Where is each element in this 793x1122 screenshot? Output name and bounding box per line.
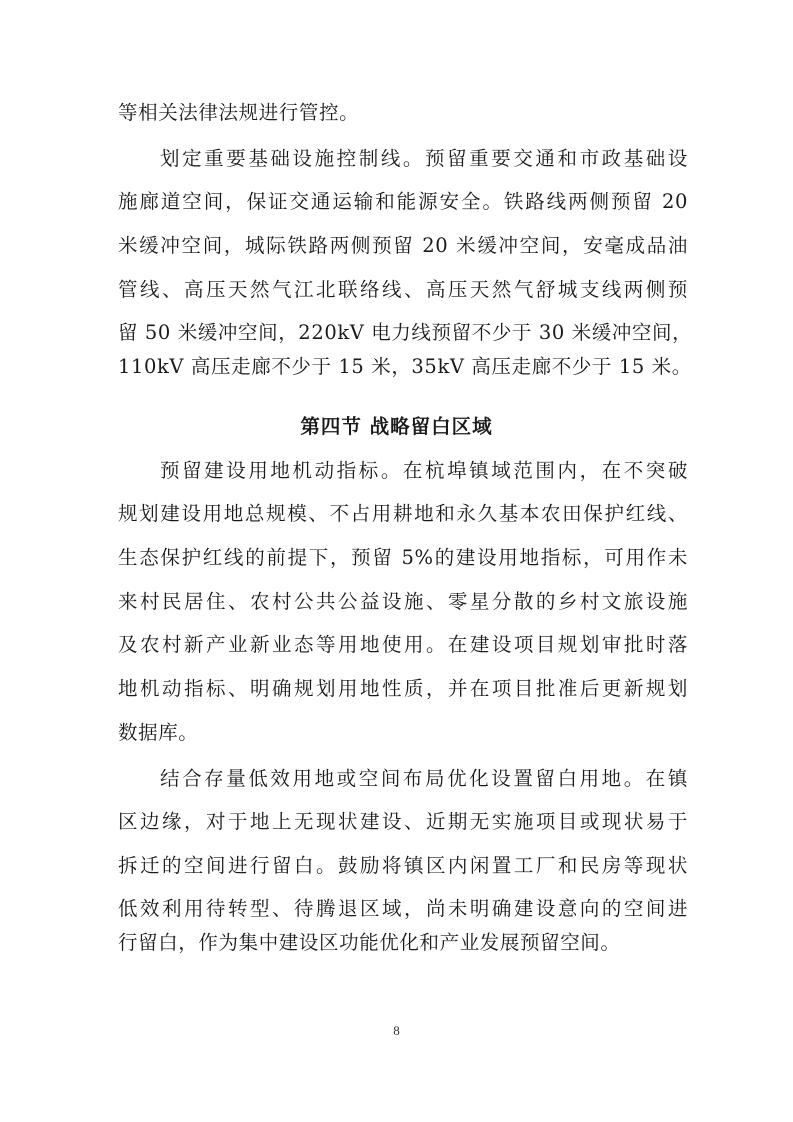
paragraph-line: 及农村新产业新业态等用地使用。在建设项目规划审批时落 (118, 633, 688, 656)
paragraph-line: 管线、高压天然气江北联络线、高压天然气舒城支线两侧预 (118, 278, 688, 301)
paragraph-line: 结合存量低效用地或空间布局优化设置留白用地。在镇 (160, 767, 688, 790)
paragraph-line: 预留建设用地机动指标。在杭埠镇域范围内，在不突破 (160, 459, 688, 482)
paragraph-line: 米缓冲空间，城际铁路两侧预留 20 米缓冲空间，安毫成品油 (118, 234, 688, 257)
paragraph-line: 施廊道空间，保证交通运输和能源安全。铁路线两侧预留 20 (118, 190, 688, 213)
paragraph-line: 等相关法律法规进行管控。 (118, 101, 360, 124)
paragraph-line: 低效利用待转型、待腾退区域，尚未明确建设意向的空间进 (118, 897, 688, 920)
page-number: 8 (393, 1023, 400, 1038)
section-heading: 第四节 战略留白区域 (300, 415, 493, 438)
paragraph-line: 地机动指标、明确规划用地性质，并在项目批准后更新规划 (118, 677, 688, 700)
paragraph-line: 留 50 米缓冲空间，220kV 电力线预留不少于 30 米缓冲空间， (118, 321, 693, 344)
paragraph-line: 规划建设用地总规模、不占用耕地和永久基本农田保护红线、 (118, 502, 688, 525)
paragraph-line: 区边缘，对于地上无现状建设、近期无实施项目或现状易于 (118, 810, 688, 833)
paragraph-line: 拆迁的空间进行留白。鼓励将镇区内闲置工厂和民房等现状 (118, 854, 688, 877)
paragraph-line: 行留白，作为集中建设区功能优化和产业发展预留空间。 (118, 931, 621, 954)
paragraph-line: 110kV 高压走廊不少于 15 米，35kV 高压走廊不少于 15 米。 (118, 355, 692, 378)
paragraph-line: 划定重要基础设施控制线。预留重要交通和市政基础设 (160, 147, 688, 170)
paragraph-line: 生态保护红线的前提下，预留 5%的建设用地指标，可用作未 (118, 546, 688, 569)
paragraph-line: 数据库。 (118, 721, 199, 744)
paragraph-line: 来村民居住、农村公共公益设施、零星分散的乡村文旅设施 (118, 590, 688, 613)
